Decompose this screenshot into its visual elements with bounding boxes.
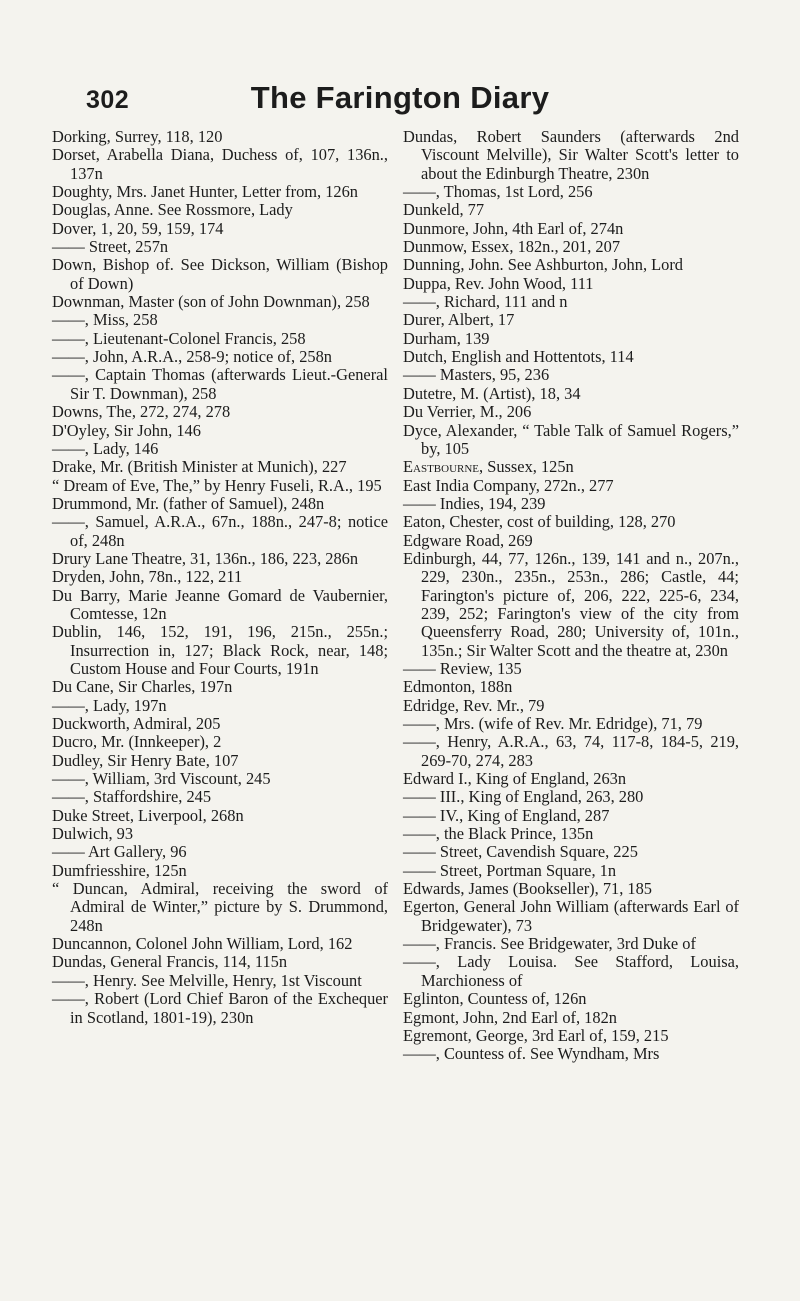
index-entry: ——, the Black Prince, 135n — [403, 824, 594, 844]
index-entry: Edward I., King of England, 263n — [403, 769, 627, 789]
index-entry: Edgware Road, 269 — [403, 530, 533, 550]
index-entry: Edridge, Rev. Mr., 79 — [403, 695, 545, 715]
index-entry: ——, Lady Louisa. See Stafford, Louisa, Marchioness of — [403, 952, 739, 990]
index-entry: Dublin, 146, 152, 191, 196, 215n., 255n.; Insurrection in, 127; Black Rock, near, 148; Custom House and Four Courts, 191n — [52, 622, 388, 678]
index-entry: Durer, Albert, 17 — [403, 310, 515, 330]
index-entry: Drury Lane Theatre, 31, 136n., 186, 223, 286n — [52, 548, 359, 568]
index-entry: ——, John, A.R.A., 258-9; notice of, 258n — [52, 347, 332, 367]
index-entry: Durham, 139 — [403, 328, 490, 348]
index-entry: ——, Lady, 146 — [52, 438, 159, 458]
index-entry: —— IV., King of England, 287 — [403, 805, 610, 825]
index-entry: —— Street, Portman Square, 1n — [403, 860, 617, 880]
index-entry: Ducro, Mr. (Innkeeper), 2 — [52, 732, 222, 752]
index-entry: Dundas, General Francis, 114, 115n — [52, 952, 288, 972]
index-entry: ——, Mrs. (wife of Rev. Mr. Edridge), 71, 79 — [403, 714, 703, 733]
index-entry: Dutetre, M. (Artist), 18, 34 — [403, 383, 581, 403]
index-entry: ——, Robert (Lord Chief Baron of the Exchequer in Scotland, 1801-19), 230n — [52, 989, 388, 1027]
index-entry: Du Cane, Sir Charles, 197n — [52, 677, 233, 697]
index-entry: Dulwich, 93 — [52, 824, 134, 844]
index-entry: Dunmore, John, 4th Earl of, 274n — [403, 218, 624, 238]
index-entry: Duckworth, Admiral, 205 — [52, 714, 221, 733]
index-entry: —— Review, 135 — [403, 658, 522, 678]
index-entry: —— III., King of England, 263, 280 — [403, 787, 644, 807]
index-entry: Doughty, Mrs. Janet Hunter, Letter from, 126n — [52, 182, 358, 202]
index-entry: Edinburgh, 44, 77, 126n., 139, 141 and n., 207n., 229, 230n., 235n., 253n., 286; Castle, 44; Farington's picture of, 206, 222, 225-6, 234, 239, 252; Farington's view of the city from Queensferry Road, 280; University of, 101n., 135n.; Sir Walter Scott and the theatre at, 230n — [403, 548, 739, 660]
index-entry: Egmont, John, 2nd Earl of, 182n — [403, 1007, 617, 1027]
index-entry: ——, Samuel, A.R.A., 67n., 188n., 247-8; notice of, 248n — [52, 512, 388, 550]
index-entry: ——, Staffordshire, 245 — [52, 787, 212, 807]
index-entry: East India Company, 272n., 277 — [403, 475, 614, 495]
index-entry: Egremont, George, 3rd Earl of, 159, 215 — [403, 1025, 669, 1045]
index-entry: ——, Captain Thomas (afterwards Lieut.-General Sir T. Downman), 258 — [52, 365, 388, 403]
index-entry: Drake, Mr. (British Minister at Munich), 227 — [52, 457, 347, 477]
index-entry: Eglinton, Countess of, 126n — [403, 989, 587, 1009]
index-entry: Edmonton, 188n — [403, 677, 513, 697]
index-entry: Drummond, Mr. (father of Samuel), 248n — [52, 493, 325, 513]
index-entry: Egerton, General John William (afterwards Earl of Bridgewater), 73 — [403, 897, 739, 935]
page-header — [0, 82, 800, 122]
index-entry: Dorset, Arabella Diana, Duchess of, 107, 136n., 137n — [52, 145, 388, 183]
index-entry: ——, Richard, 111 and n — [403, 292, 568, 312]
index-entry: —— Masters, 95, 236 — [403, 365, 550, 385]
index-entry: ——, Henry. See Melville, Henry, 1st Viscount — [52, 970, 362, 990]
index-entry: ——, Miss, 258 — [52, 310, 158, 330]
index-entry: Dyce, Alexander, “ Table Talk of Samuel Rogers,” by, 105 — [403, 420, 739, 458]
index-entry: Downman, Master (son of John Downman), 258 — [52, 292, 370, 312]
index-entry: D'Oyley, Sir John, 146 — [52, 420, 201, 440]
index-entry: Dutch, English and Hottentots, 114 — [403, 347, 634, 367]
index-entry: Dunkeld, 77 — [403, 200, 485, 220]
index-entry: ——, Thomas, 1st Lord, 256 — [403, 182, 593, 202]
running-title: The Farington Diary — [250, 80, 550, 115]
index-entry: Du Barry, Marie Jeanne Gomard de Vaubernier, Comtesse, 12n — [52, 585, 388, 623]
index-entry: Dover, 1, 20, 59, 159, 174 — [52, 218, 224, 238]
index-column-right — [403, 128, 739, 1064]
index-entry: Dunmow, Essex, 182n., 201, 207 — [403, 237, 621, 257]
index-entry: Duke Street, Liverpool, 268n — [52, 805, 244, 825]
index-entry: Du Verrier, M., 206 — [403, 402, 532, 422]
index-entry: Duncannon, Colonel John William, Lord, 162 — [52, 934, 353, 954]
index-entry: Downs, The, 272, 274, 278 — [52, 402, 231, 422]
index-entry: Dunning, John. See Ashburton, John, Lord — [403, 255, 684, 275]
index-entry: ——, Countess of. See Wyndham, Mrs — [403, 1044, 660, 1064]
index-entry: ——, Henry, A.R.A., 63, 74, 117-8, 184-5, 219, 269-70, 274, 283 — [403, 732, 739, 770]
index-entry: ——, Lady, 197n — [52, 695, 167, 715]
index-entry: Dudley, Sir Henry Bate, 107 — [52, 750, 239, 770]
index-entry: —— Indies, 194, 239 — [403, 493, 546, 513]
index-entry: Dumfriesshire, 125n — [52, 860, 187, 880]
index-entry: —— Art Gallery, 96 — [52, 842, 187, 862]
index-entry: Eastbourne, Sussex, 125n — [403, 457, 574, 477]
index-entry: ——, Francis. See Bridgewater, 3rd Duke of — [403, 934, 696, 954]
index-entry: Douglas, Anne. See Rossmore, Lady — [52, 200, 293, 220]
index-entry: Edwards, James (Bookseller), 71, 185 — [403, 879, 652, 899]
index-entry: Down, Bishop of. See Dickson, William (Bishop of Down) — [52, 255, 388, 293]
index-column-left — [52, 128, 388, 1027]
page-number: 302 — [86, 86, 130, 114]
index-entry: Dorking, Surrey, 118, 120 — [52, 127, 223, 146]
index-entry: ——, William, 3rd Viscount, 245 — [52, 769, 271, 789]
index-entry: Eaton, Chester, cost of building, 128, 270 — [403, 512, 676, 532]
index-entry: “ Dream of Eve, The,” by Henry Fuseli, R.A., 195 — [52, 475, 382, 495]
index-entry: —— Street, 257n — [52, 237, 169, 257]
index-entry: Dryden, John, 78n., 122, 211 — [52, 567, 243, 587]
index-entry: “ Duncan, Admiral, receiving the sword of Admiral de Winter,” picture by S. Drummond, 248n — [52, 879, 388, 935]
index-entry: ——, Lieutenant-Colonel Francis, 258 — [52, 328, 306, 348]
index-entry: Dundas, Robert Saunders (afterwards 2nd Viscount Melville), Sir Walter Scott's letter to about the Edinburgh Theatre, 230n — [403, 127, 739, 183]
index-entry: Duppa, Rev. John Wood, 111 — [403, 273, 594, 293]
index-entry: —— Street, Cavendish Square, 225 — [403, 842, 638, 862]
